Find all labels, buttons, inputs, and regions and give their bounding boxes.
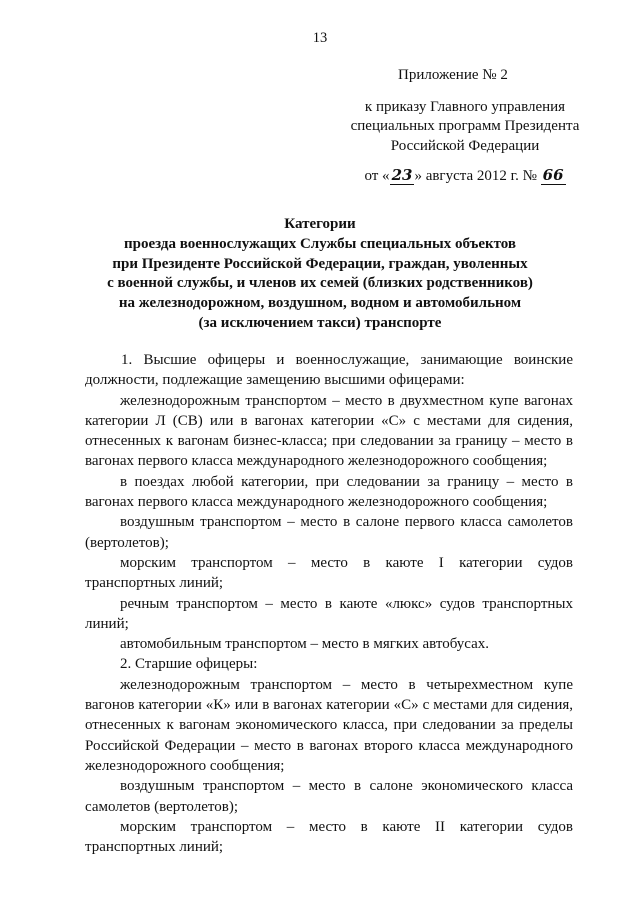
paragraph-river-1: речным транспортом – место в каюте «люкс» судов транспортных линий; xyxy=(85,595,573,632)
document-title xyxy=(0,215,640,334)
paragraph-sea-1: морским транспортом – место в каюте I категории судов транспортных линий; xyxy=(85,554,573,592)
title-line: на железнодорожном, воздушном, водном и автомобильном xyxy=(118,295,522,312)
paragraph-section-2-heading: 2. Старшие офицеры: xyxy=(120,656,258,673)
paragraph-auto-1: автомобильным транспортом – место в мягких автобусах. xyxy=(120,636,490,653)
title-line: (за исключением такси) транспорте xyxy=(198,314,442,331)
paragraph-sea-2: морским транспортом – место в каюте II категории судов транспортных линий; xyxy=(85,818,573,856)
paragraph-section-1-heading: 1. Высшие офицеры и военнослужащие, занимающие воинские должности, подлежащие замещению высшими офицерами: xyxy=(85,352,573,389)
handwritten-day: 23 xyxy=(391,166,413,184)
date-prefix: от « xyxy=(364,168,390,184)
paragraph-trains-1: в поездах любой категории, при следовании за границу – место в вагонах первого класса международного железнодорожного сообщения; xyxy=(85,473,573,511)
title-line: Категории xyxy=(284,216,356,232)
appendix-line-1: к приказу Главного управления xyxy=(364,98,566,115)
date-middle: » августа 2012 г. № xyxy=(414,168,537,184)
document-body xyxy=(85,350,573,857)
title-line: при Президенте Российской Федерации, граждан, уволенных xyxy=(112,255,528,272)
appendix-line-3: Российской Федерации xyxy=(390,137,540,154)
paragraph-railway-2: железнодорожным транспортом – место в четырехместном купе вагонов категории «К» или в вагонах категории «С» с местами для сидения, отнесенных к вагонам экономического класса, при следовании за пределы Российской Федерации – место в вагонах второго класса международного железнодорожного сообщения; xyxy=(85,676,573,774)
handwritten-order-number: 66 xyxy=(542,166,564,184)
paragraph-railway-1: железнодорожным транспортом – место в двухместном купе вагонах категории Л (СВ) или в вагонах категории «С» с местами для сидения, отнесенных к вагонам бизнес-класса; при следовании за границу – место в вагонах первого класса международного железнодорожного сообщения; xyxy=(85,392,573,470)
appendix-line-2: специальных программ Президента xyxy=(350,118,580,134)
paragraph-air-1: воздушным транспортом – место в салоне первого класса самолетов (вертолетов); xyxy=(85,514,573,551)
appendix-header xyxy=(330,66,600,187)
title-line: с военной службы, и членов их семей (близких родственников) xyxy=(107,275,533,292)
title-line: проезда военнослужащих Службы специальных объектов xyxy=(123,235,517,252)
appendix-title: Приложение № 2 xyxy=(398,67,508,83)
page-number: 13 xyxy=(312,30,328,46)
appendix-date-line xyxy=(330,166,600,187)
paragraph-air-2: воздушным транспортом – место в салоне экономического класса самолетов (вертолетов); xyxy=(85,778,573,815)
